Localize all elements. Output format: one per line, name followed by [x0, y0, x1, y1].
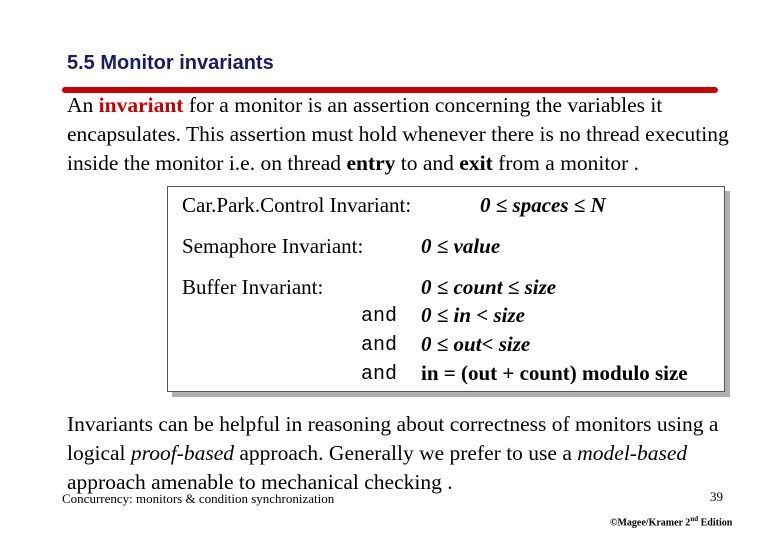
keyword-invariant: invariant	[98, 93, 184, 117]
buffer-expression-3: 0 ≤ out< size	[421, 332, 531, 356]
carpark-expression: 0 ≤ spaces ≤ N	[480, 193, 606, 217]
conclusion-text-2: approach. Generally we prefer to use a	[234, 441, 578, 465]
conclusion-text-1: Invariants can be helpful in reasoning about correctness of monitors using a logical	[67, 412, 719, 465]
carpark-label: Car.Park.Control Invariant:	[182, 193, 412, 217]
buffer-expression-2: 0 ≤ in < size	[421, 303, 526, 327]
buffer-expression-4: in = (out + count) modulo size	[421, 361, 688, 385]
invariants-box	[167, 186, 725, 392]
keyword-entry: entry	[346, 151, 396, 175]
buffer-expression-1: 0 ≤ count ≤ size	[421, 275, 557, 299]
copyright-edition: Edition	[698, 517, 733, 529]
footer-course-title: Concurrency: monitors & condition synchronization	[62, 491, 335, 506]
intro-text-4: from a monitor .	[492, 151, 640, 175]
conclusion-text-3: approach amenable to mechanical checking .	[67, 470, 453, 494]
semaphore-expression: 0 ≤ value	[421, 234, 501, 258]
emphasis-model-based: model-based	[577, 441, 688, 465]
keyword-exit: exit	[459, 151, 493, 175]
conclusion-paragraph	[67, 410, 757, 497]
and-keyword-1: and	[361, 305, 398, 328]
intro-text-3: to and	[395, 151, 460, 175]
and-keyword-2: and	[361, 334, 398, 357]
slide-title: 5.5 Monitor invariants	[67, 52, 274, 74]
intro-text-2: for a monitor is an assertion concerning the variables it encapsulates. This assertion must hold whenever there is no thread executing inside the monitor i.e. on thread	[67, 93, 729, 175]
semaphore-label: Semaphore Invariant:	[182, 234, 364, 258]
and-keyword-3: and	[361, 363, 398, 386]
emphasis-proof-based: proof-based	[130, 441, 235, 465]
intro-paragraph	[67, 91, 747, 178]
buffer-label: Buffer Invariant:	[182, 275, 324, 299]
intro-text-1: An	[67, 93, 99, 117]
copyright-superscript: nd	[690, 515, 699, 523]
copyright-text: ©Magee/Kramer 2	[610, 517, 691, 529]
page-number: 39	[710, 489, 723, 504]
footer-copyright	[610, 515, 732, 528]
